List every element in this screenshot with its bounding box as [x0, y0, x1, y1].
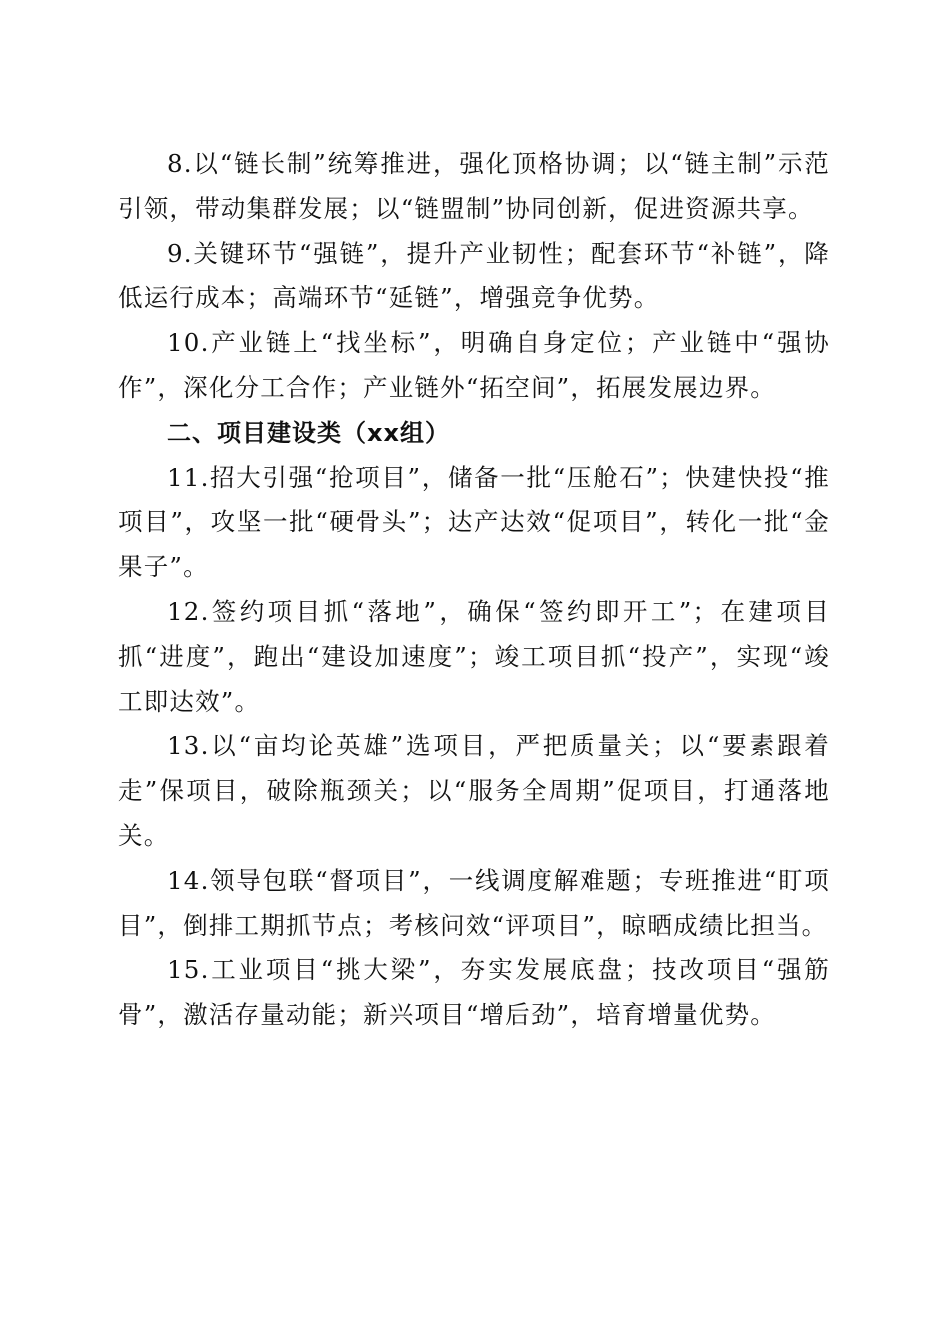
paragraph-12: 12.签约项目抓“落地”，确保“签约即开工”；在建项目抓“进度”，跑出“建设加速度”；竣工项目抓“投产”，实现“竣工即达效”。 [118, 596, 830, 716]
paragraph-14: 14.领导包联“督项目”，一线调度解难题；专班推进“盯项目”，倒排工期抓节点；考核问效“评项目”，晾晒成绩比担当。 [118, 865, 830, 940]
section-heading-project-construction: 二、项目建设类（xx组） [167, 418, 450, 447]
paragraph-15: 15.工业项目“挑大梁”，夯实发展底盘；技改项目“强筋骨”，激活存量动能；新兴项目“增后劲”，培育增量优势。 [118, 955, 830, 1030]
document-body [118, 142, 830, 1038]
paragraph-10: 10.产业链上“找坐标”，明确自身定位；产业链中“强协作”，深化分工合作；产业链外“拓空间”，拓展发展边界。 [118, 328, 830, 402]
paragraph-11: 11.招大引强“抢项目”，储备一批“压舱石”；快建快投“推项目”，攻坚一批“硬骨头”；达产达效“促项目”，转化一批“金果子”。 [118, 462, 830, 582]
paragraph-8: 8.以“链长制”统筹推进，强化顶格协调；以“链主制”示范引领，带动集群发展；以“链盟制”协同创新，促进资源共享。 [118, 149, 830, 223]
paragraph-9: 9.关键环节“强链”，提升产业韧性；配套环节“补链”，降低运行成本；高端环节“延链”，增强竞争优势。 [118, 238, 830, 313]
paragraph-13: 13.以“亩均论英雄”选项目，严把质量关；以“要素跟着走”保项目，破除瓶颈关；以“服务全周期”促项目，打通落地关。 [118, 731, 830, 850]
